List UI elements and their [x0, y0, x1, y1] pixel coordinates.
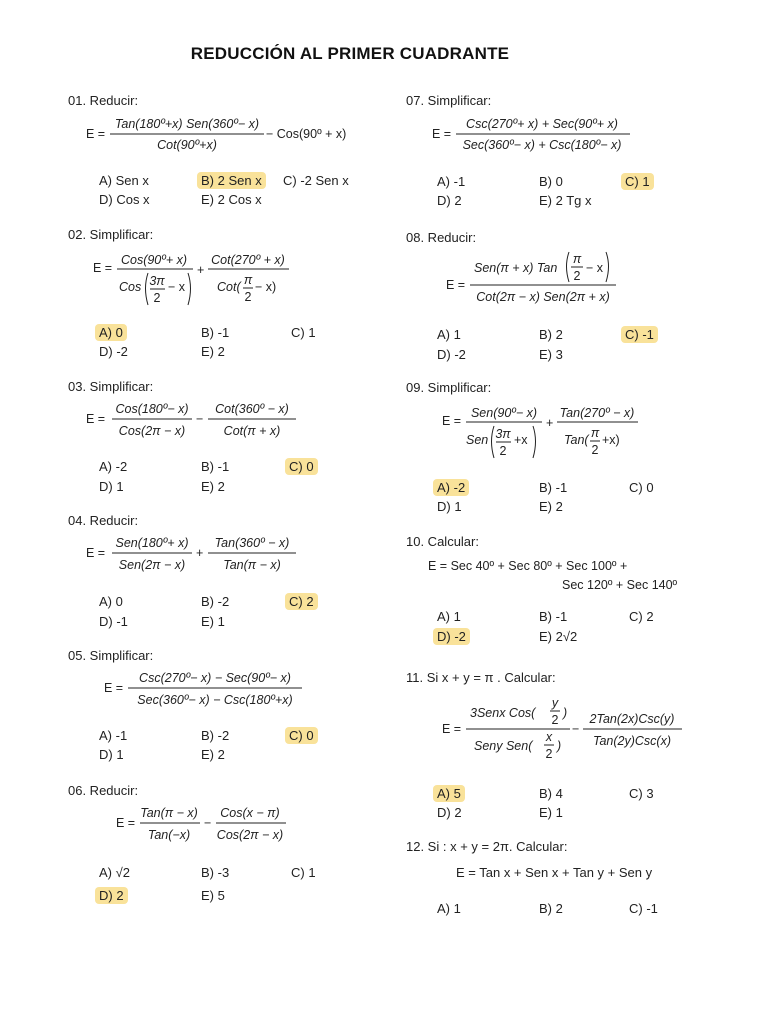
answer-a-correct[interactable]: A) 0	[95, 324, 127, 341]
answer-d[interactable]: D) 1	[99, 747, 124, 762]
svg-text:Sen(π + x) Tan: Sen(π + x) Tan	[474, 261, 558, 275]
formula	[442, 402, 672, 464]
svg-text:π: π	[243, 273, 253, 287]
answer-a[interactable]: A) √2	[99, 865, 130, 880]
svg-text:E =: E =	[93, 261, 113, 275]
answer-b[interactable]: B) 2	[539, 901, 563, 916]
answer-c[interactable]: C) 3	[629, 786, 654, 801]
formula	[446, 246, 646, 310]
svg-text:2Tan(2x)Csc(y): 2Tan(2x)Csc(y)	[589, 712, 675, 726]
answer-c-correct[interactable]: C) 0	[285, 727, 318, 744]
svg-text:Sec(360º− x) − Csc(180º+x): Sec(360º− x) − Csc(180º+x)	[137, 693, 293, 707]
svg-text:+: +	[196, 546, 204, 560]
answer-e[interactable]: E) 2	[539, 499, 563, 514]
svg-text:Cos(2π − x): Cos(2π − x)	[216, 828, 284, 842]
svg-text:−: −	[204, 816, 212, 830]
answer-a[interactable]: A) -1	[437, 174, 466, 189]
question-label: 03. Simplificar:	[68, 379, 154, 394]
svg-text:E =: E =	[86, 546, 106, 560]
svg-text:2: 2	[153, 291, 161, 305]
answer-c-correct[interactable]: C) 2	[285, 593, 318, 610]
question-label: 09. Simplificar:	[406, 380, 492, 395]
page-title: REDUCCIÓN AL PRIMER CUADRANTE	[190, 44, 510, 63]
question-label: 08. Reducir:	[406, 230, 477, 245]
svg-text:E =: E =	[86, 412, 106, 426]
formula	[456, 865, 652, 880]
svg-text:Cos: Cos	[119, 280, 142, 294]
formula	[86, 535, 316, 577]
svg-text:Tan(2y)Csc(x): Tan(2y)Csc(x)	[592, 734, 672, 748]
svg-text:y: y	[551, 696, 559, 710]
svg-text:Cos(180º− x): Cos(180º− x)	[115, 402, 189, 416]
answer-b[interactable]: B) -1	[201, 325, 230, 340]
answer-c[interactable]: C) -1	[629, 901, 658, 916]
answer-c[interactable]: C) -2 Sen x	[283, 173, 349, 188]
svg-text:Tan(180º+x) Sen(360º− x): Tan(180º+x) Sen(360º− x)	[114, 117, 260, 131]
answer-a[interactable]: A) 1	[437, 327, 461, 342]
question-label: 10. Calcular:	[406, 534, 479, 549]
answer-e[interactable]: E) 3	[539, 347, 563, 362]
answer-c[interactable]: C) 2	[629, 609, 654, 624]
answer-a[interactable]: A) Sen x	[99, 173, 149, 188]
question-label: 06. Reducir:	[68, 783, 139, 798]
answer-a[interactable]: A) 0	[99, 594, 123, 609]
svg-text:E = Sec 40º + Sec 80º + Sec 10: E = Sec 40º + Sec 80º + Sec 100º +	[428, 559, 628, 573]
question-label: 02. Simplificar:	[68, 227, 154, 242]
formula	[104, 670, 314, 712]
question-label: 11. Si x + y = π . Calcular:	[406, 670, 556, 685]
svg-text:Tan(−x): Tan(−x)	[147, 828, 191, 842]
svg-text:+x: +x	[514, 433, 528, 447]
answer-d[interactable]: D) Cos x	[99, 192, 150, 207]
answer-e[interactable]: E) 2	[201, 344, 225, 359]
question-label: 12. Si : x + y = 2π. Calcular:	[406, 839, 568, 854]
svg-text:2: 2	[244, 290, 252, 304]
answer-d[interactable]: D) -1	[99, 614, 128, 629]
svg-text:+: +	[546, 416, 554, 430]
svg-text:E =: E =	[442, 414, 462, 428]
svg-text:Cot(270º + x): Cot(270º + x)	[211, 253, 285, 267]
answer-b[interactable]: B) -1	[201, 459, 230, 474]
svg-text:Sen(90º− x): Sen(90º− x)	[470, 406, 538, 420]
svg-text:−: −	[196, 412, 204, 426]
answer-c-correct[interactable]: C) -1	[621, 326, 658, 343]
formula	[86, 401, 316, 443]
answer-c-correct[interactable]: C) 1	[621, 173, 654, 190]
svg-text:Cot(π + x): Cot(π + x)	[223, 424, 281, 438]
answer-e[interactable]: E) 2√2	[539, 629, 578, 644]
svg-text:2: 2	[573, 269, 581, 283]
svg-text:+x): +x)	[602, 433, 620, 447]
svg-text:Sen(180º+ x): Sen(180º+ x)	[115, 536, 189, 550]
answer-b[interactable]: B) 2	[539, 327, 563, 342]
answer-a[interactable]: A) 1	[437, 901, 461, 916]
svg-text:E =: E =	[86, 127, 106, 141]
answer-c[interactable]: C) 1	[291, 325, 316, 340]
answer-e[interactable]: E) 5	[201, 888, 225, 903]
svg-text:Cot(90º+x): Cot(90º+x)	[157, 138, 217, 152]
answer-c-correct[interactable]: C) 0	[285, 458, 318, 475]
svg-text:E =: E =	[442, 722, 462, 736]
answer-c[interactable]: C) 1	[291, 865, 316, 880]
answer-a-correct[interactable]: A) -2	[433, 479, 469, 496]
svg-text:x: x	[545, 730, 553, 744]
svg-text:Tan(π − x): Tan(π − x)	[140, 806, 198, 820]
svg-text:− Cos(90º + x): − Cos(90º + x)	[266, 127, 347, 141]
answer-d-correct[interactable]: D) -2	[433, 628, 470, 645]
answer-d[interactable]: D) 1	[437, 499, 462, 514]
formula	[442, 696, 702, 768]
answer-d[interactable]: D) 2	[437, 193, 462, 208]
svg-text:Csc(270º− x) − Sec(90º− x): Csc(270º− x) − Sec(90º− x)	[139, 671, 291, 685]
formula	[428, 558, 688, 598]
answer-a[interactable]: A) 1	[437, 609, 461, 624]
question-label: 01. Reducir:	[68, 93, 139, 108]
answer-d[interactable]: D) 1	[99, 479, 124, 494]
svg-text:Sec(360º− x) + Csc(180º− x): Sec(360º− x) + Csc(180º− x)	[462, 138, 622, 152]
answer-d[interactable]: D) -2	[437, 347, 466, 362]
svg-text:Tan(π − x): Tan(π − x)	[223, 558, 281, 572]
svg-text:2: 2	[499, 444, 507, 458]
answer-a[interactable]: A) -2	[99, 459, 128, 474]
answer-b[interactable]: B) -1	[539, 609, 568, 624]
svg-text:Cos(2π − x): Cos(2π − x)	[118, 424, 186, 438]
answer-e[interactable]: E) 2	[201, 479, 225, 494]
svg-text:π: π	[572, 252, 582, 266]
svg-text:3π: 3π	[495, 427, 511, 441]
answer-d[interactable]: D) -2	[99, 344, 128, 359]
svg-text:Tan(270º − x): Tan(270º − x)	[559, 406, 635, 420]
answer-e[interactable]: E) 2 Tg x	[539, 193, 592, 208]
svg-text:Tan(: Tan(	[564, 433, 589, 447]
answer-b[interactable]: B) 4	[539, 786, 563, 801]
svg-text:Csc(270º+ x) + Sec(90º+ x): Csc(270º+ x) + Sec(90º+ x)	[466, 117, 618, 131]
answer-b[interactable]: B) -1	[539, 480, 568, 495]
answer-d-correct[interactable]: D) 2	[95, 887, 128, 904]
formula	[432, 117, 642, 159]
svg-text:Cot(2π − x) Sen(2π + x): Cot(2π − x) Sen(2π + x)	[476, 290, 610, 304]
svg-text:E =: E =	[446, 278, 466, 292]
svg-text:): )	[557, 739, 562, 753]
svg-text:2: 2	[545, 747, 553, 761]
question-label: 07. Simplificar:	[406, 93, 492, 108]
answer-b[interactable]: B) 0	[539, 174, 563, 189]
answer-a[interactable]: A) -1	[99, 728, 128, 743]
formula-line: E = Tan x + Sen x + Tan y + Sen y	[456, 865, 653, 880]
svg-text:π: π	[590, 426, 600, 440]
svg-text:− x: − x	[168, 280, 186, 294]
formula	[93, 249, 323, 311]
formula	[116, 805, 316, 847]
answer-b[interactable]: B) -2	[201, 594, 230, 609]
svg-text:3Senx Cos(: 3Senx Cos(	[470, 706, 536, 720]
answer-e[interactable]: E) 1	[539, 805, 563, 820]
svg-text:Sen(2π − x): Sen(2π − x)	[118, 558, 186, 572]
svg-text:+: +	[197, 263, 205, 277]
svg-text:E =: E =	[104, 681, 124, 695]
svg-text:− x): − x)	[255, 280, 277, 294]
svg-text:Cot(360º − x): Cot(360º − x)	[215, 402, 289, 416]
question-label: 05. Simplificar:	[68, 648, 154, 663]
svg-text:Tan(360º − x): Tan(360º − x)	[214, 536, 290, 550]
answer-d[interactable]: D) 2	[437, 805, 462, 820]
answer-a-correct[interactable]: A) 5	[433, 785, 465, 802]
formula	[86, 117, 366, 159]
svg-text:E =: E =	[432, 127, 452, 141]
svg-text:E =: E =	[116, 816, 136, 830]
question-label: 04. Reducir:	[68, 513, 139, 528]
answer-b-correct[interactable]: B) 2 Sen x	[197, 172, 266, 189]
svg-text:Sen: Sen	[466, 433, 489, 447]
answer-e[interactable]: E) 2	[201, 747, 225, 762]
svg-text:Seny Sen(: Seny Sen(	[474, 739, 533, 753]
answer-c[interactable]: C) 0	[629, 480, 654, 495]
answer-b[interactable]: B) -3	[201, 865, 230, 880]
svg-text:2: 2	[551, 713, 559, 727]
svg-text:Sec 120º + Sec 140º: Sec 120º + Sec 140º	[562, 578, 678, 592]
svg-text:2: 2	[591, 443, 599, 457]
svg-text:3π: 3π	[149, 274, 165, 288]
svg-text:− x: − x	[586, 261, 604, 275]
svg-text:−: −	[572, 722, 580, 736]
svg-text:): )	[563, 706, 568, 720]
answer-b[interactable]: B) -2	[201, 728, 230, 743]
answer-e[interactable]: E) 2 Cos x	[201, 192, 262, 207]
svg-text:Cos(x − π): Cos(x − π)	[220, 806, 280, 820]
svg-text:Cot(: Cot(	[217, 280, 241, 294]
svg-text:Cos(90º+ x): Cos(90º+ x)	[120, 253, 188, 267]
answer-e[interactable]: E) 1	[201, 614, 225, 629]
